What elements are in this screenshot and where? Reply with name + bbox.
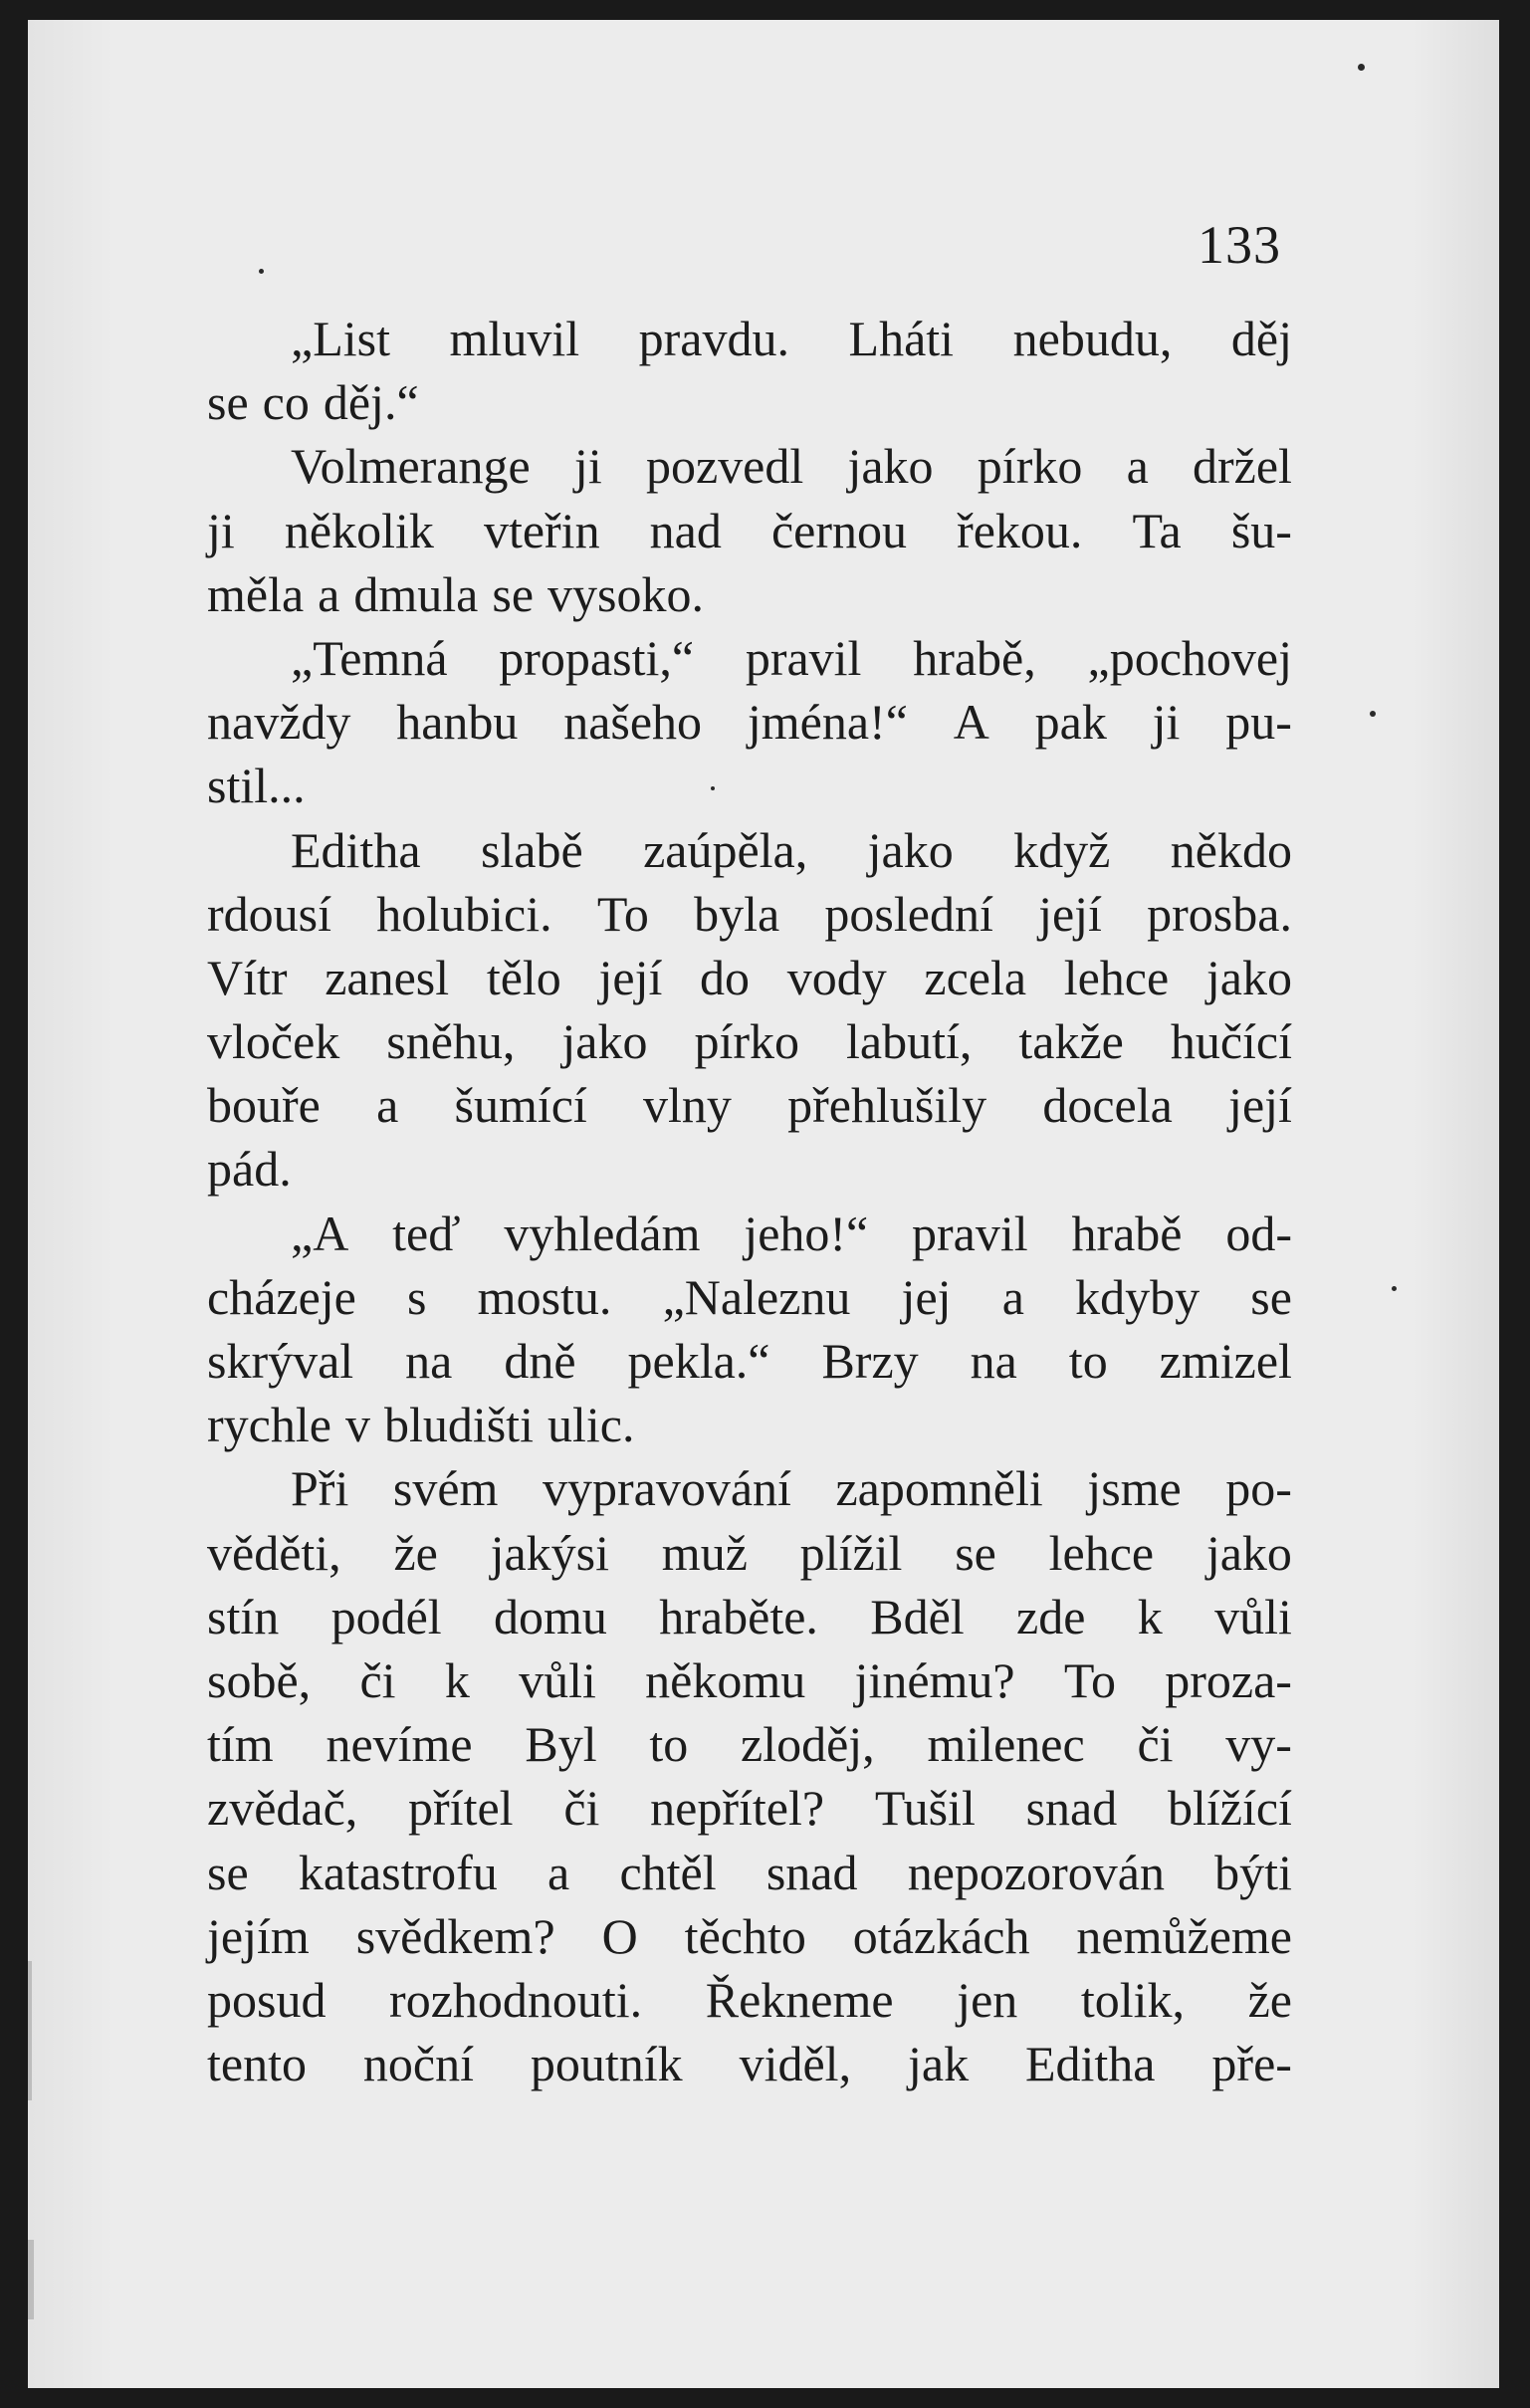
speck-mark (1358, 64, 1365, 71)
text-line: zvědač, přítel či nepřítel? Tušil snad blížící (207, 1780, 1292, 1837)
page-number: 133 (1198, 215, 1281, 275)
text-line: navždy hanbu našeho jména!“ A pak ji pu- (207, 694, 1292, 751)
text-line: tento noční poutník viděl, jak Editha pře- (207, 2036, 1292, 2092)
page-text (207, 307, 1292, 2095)
text-line: „List mluvil pravdu. Lháti nebudu, děj (291, 311, 1292, 366)
text-line: skrýval na dně pekla.“ Brzy na to zmizel (207, 1333, 1292, 1389)
text-line: rdousí holubici. To byla poslední její prosba. (207, 885, 1292, 942)
text-line: „A teď vyhledám jeho!“ pravil hrabě od- (291, 1204, 1292, 1261)
text-line: Při svém vypravování zapomněli jsme po- (291, 1460, 1292, 1517)
speck-mark (711, 786, 715, 790)
text-line: tím nevíme Byl to zloděj, milenec či vy- (207, 1716, 1292, 1773)
text-line: pád. (207, 1141, 292, 1198)
edge-shadow (28, 1961, 32, 2100)
text-line: vloček sněhu, jako pírko labutí, takže hučící (207, 1013, 1292, 1070)
text-line: rychle v bludišti ulic. (207, 1397, 635, 1453)
text-line: Volmerange ji pozvedl jako pírko a držel (291, 438, 1292, 495)
text-line: stil... (207, 758, 306, 814)
text-line: se co děj.“ (207, 374, 419, 431)
text-line: jejím svědkem? O těchto otázkách nemůžeme (207, 1907, 1292, 1964)
text-line: Editha slabě zaúpěla, jako když někdo (291, 821, 1292, 878)
text-line: se katastrofu a chtěl snad nepozorován býti (207, 1844, 1292, 1900)
book-page (28, 20, 1499, 2388)
speck-mark (1370, 711, 1376, 717)
text-line: bouře a šumící vlny přehlušily docela její (207, 1077, 1292, 1134)
edge-shadow (28, 2240, 34, 2319)
text-line: měla a dmula se vysoko. (207, 565, 704, 622)
speck-mark (259, 269, 264, 274)
text-line: „Temná propasti,“ pravil hrabě, „pochovej (291, 629, 1292, 686)
text-line: Vítr zanesl tělo její do vody zcela lehce jako (207, 949, 1292, 1005)
text-line: sobě, či k vůli někomu jinému? To proza- (207, 1651, 1292, 1708)
text-line: ji několik vteřin nad černou řekou. Ta šu- (207, 502, 1292, 558)
text-line: stín podél domu hraběte. Bděl zde k vůli (207, 1588, 1292, 1644)
text-line: cházeje s mostu. „Naleznu jej a kdyby se (207, 1268, 1292, 1325)
text-line: věděti, že jakýsi muž plížil se lehce jako (207, 1524, 1292, 1581)
speck-mark (1392, 1286, 1397, 1291)
text-line: posud rozhodnouti. Řekneme jen tolik, že (207, 1971, 1292, 2028)
